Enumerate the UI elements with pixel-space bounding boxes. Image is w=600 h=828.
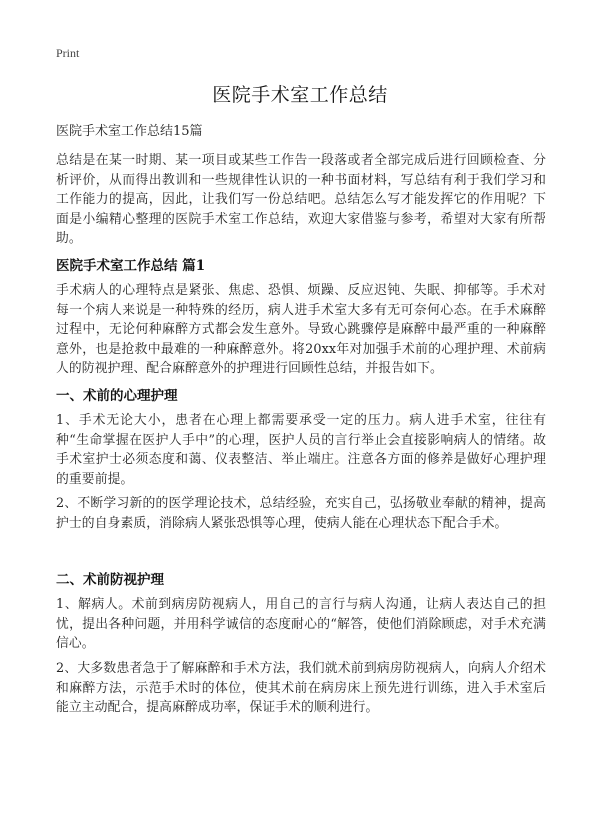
heading-preop-visit-care: 二、术前防视护理 [56,572,164,588]
paragraph-psych-2: 2、不断学习新的的医学理论技术，总结经验，充实自己，弘扬敬业奉献的精神，提高护士的自身素质，消除病人紧张恐惧等心理，使病人能在心理状态下配合手术。 [56,496,546,531]
print-link[interactable]: Print [56,46,80,60]
heading-preop-psychological-care: 一、术前的心理护理 [56,388,178,404]
paragraph-psych-1: 1、手术无论大小，患者在心理上都需要承受一定的压力。病人进手术室，往往有种“生命掌握在医护人手中”的心理，医护人员的言行举止会直接影响病人的情绪。故手术室护士必须态度和蔼、仪表整洁、举止端庄。注意各方面的修养是做好心理护理的重要前提。 [56,413,546,487]
section1-paragraph: 手术病人的心理特点是紧张、焦虑、恐惧、烦躁、反应迟钝、失眠、抑郁等。手术对每一个病人来说是一种特殊的经历，病人进手术室大多有无可奈何心态。在手术麻醉过程中，无论何种麻醉方式都会发生意外。导致心跳骤停是麻醉中最严重的一种麻醉意外，也是抢救中最难的一种麻醉意外。将20xx年对加强手术前的心理护理、术前病人的防视护理、配合麻醉意外的护理进行回顾性总结，并报告如下。 [56,283,546,376]
section-heading-part1: 医院手术室工作总结 篇1 [56,258,206,274]
intro-paragraph: 总结是在某一时期、某一项目或某些工作告一段落或者全部完成后进行回顾检查、分析评价，从而得出教训和一些规律性认识的一种书面材料，写总结有利于我们学习和工作能力的提高，因此，让我们写一份总结吧。总结怎么写才能发挥它的作用呢？下面是小编精心整理的医院手术室工作总结，欢迎大家借鉴与参考，希望对大家有所帮助。 [56,153,546,246]
document-subtitle: 医院手术室工作总结15篇 [56,124,203,139]
paragraph-visit-2: 2、大多数患者急于了解麻醉和手术方法，我们就术前到病房防视病人，向病人介绍术和麻醉方法，示范手术时的体位，使其术前在病房床上预先进行训练，进入手术室后能立主动配合，提高麻醉成功率，保证手术的顺利进行。 [56,661,546,715]
page-title: 医院手术室工作总结 [212,84,388,106]
paragraph-visit-1: 1、解病人。术前到病房防视病人，用自己的言行与病人沟通，让病人表达自己的担忧，提出各种问题，并用科学诚信的态度耐心的“解答，使他们消除顾虑，对手术充满信心。 [56,597,546,651]
